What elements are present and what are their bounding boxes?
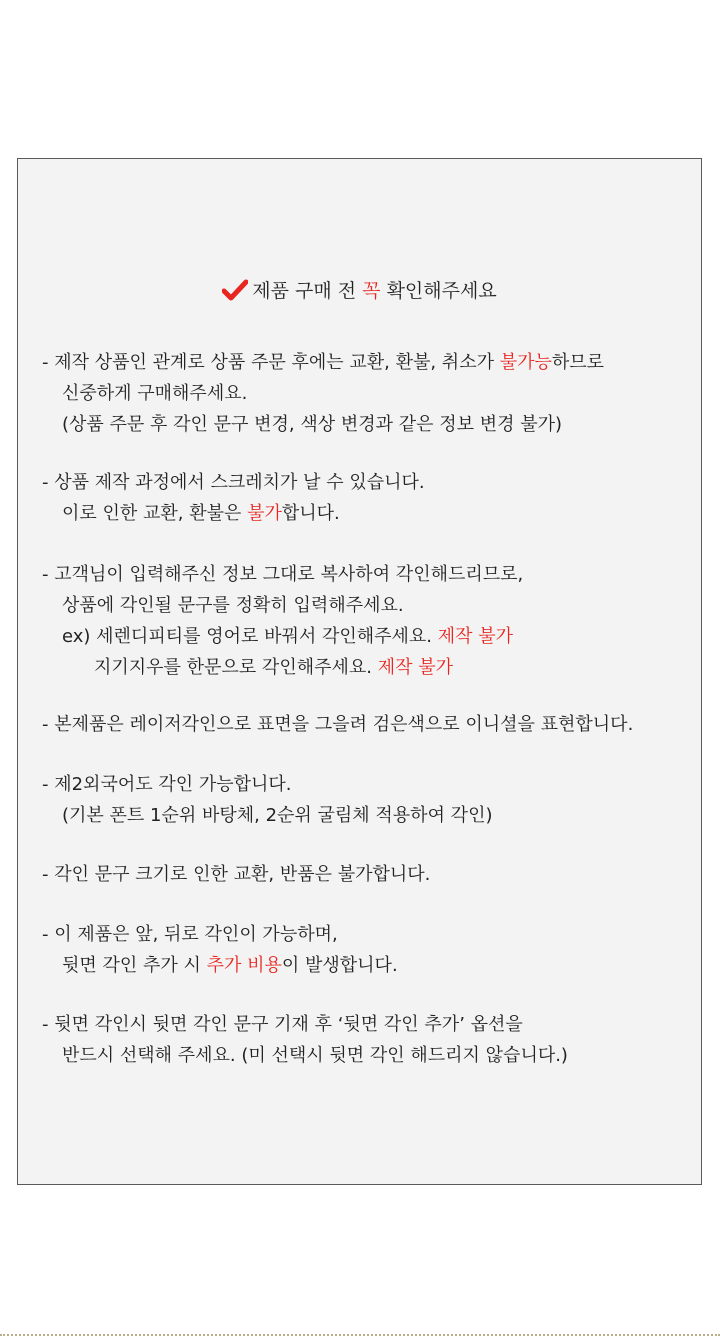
notice-item-back-engraving: [42, 919, 692, 981]
notice-item-scratch: [42, 467, 692, 529]
title-text-end: 확인해주세요: [380, 280, 497, 302]
notice-item-size: [42, 859, 692, 890]
notice-line: 반드시 선택해 주세요. (미 선택시 뒷면 각인 해드리지 않습니다.): [62, 1045, 568, 1066]
notice-item-copy-exact: [42, 559, 692, 683]
warning-text: 불가능: [499, 352, 552, 373]
notice-item-laser: [42, 709, 692, 740]
notice-line: - 뒷면 각인시 뒷면 각인 문구 기재 후 ‘뒷면 각인 추가’ 옵션을: [42, 1014, 523, 1035]
notice-line: 이로 인한 교환, 환불은 불가합니다.: [62, 503, 340, 524]
notice-line: - 각인 문구 크기로 인한 교환, 반품은 불가합니다.: [42, 864, 431, 885]
notice-line: 뒷면 각인 추가 시 추가 비용이 발생합니다.: [62, 955, 398, 976]
notice-line: - 제2외국어도 각인 가능합니다.: [42, 774, 292, 795]
warning-text: 제작 불가: [437, 626, 514, 647]
notice-item-back-option: [42, 1009, 692, 1071]
notice-line: (상품 주문 후 각인 문구 변경, 색상 변경과 같은 정보 변경 불가): [62, 414, 563, 435]
title-emphasis: 꼭: [362, 280, 381, 302]
notice-line: - 상품 제작 과정에서 스크레치가 날 수 있습니다.: [42, 472, 425, 493]
notice-item-languages: [42, 769, 692, 831]
notice-line: 지기지우를 한문으로 각인해주세요. 제작 불가: [94, 657, 453, 678]
checkmark-icon: [222, 279, 248, 301]
notice-line: - 고객님이 입력해주신 정보 그대로 복사하여 각인해드리므로,: [42, 564, 524, 585]
notice-line: ex) 세렌디피티를 영어로 바꿔서 각인해주세요. 제작 불가: [62, 626, 514, 647]
warning-text: 추가 비용: [206, 955, 282, 976]
notice-line: 상품에 각인될 문구를 정확히 입력해주세요.: [62, 595, 404, 616]
notice-item-no-refund: [42, 347, 692, 440]
notice-line: - 제작 상품인 관계로 상품 주문 후에는 교환, 환불, 취소가 불가능하므로: [42, 352, 605, 373]
bottom-divider: [0, 1334, 720, 1336]
notice-title: [18, 277, 701, 305]
notice-line: - 이 제품은 앞, 뒤로 각인이 가능하며,: [42, 924, 338, 945]
warning-text: 제작 불가: [377, 657, 453, 678]
notice-line: 신중하게 구매해주세요.: [62, 383, 248, 404]
warning-text: 불가: [247, 503, 282, 524]
title-text: 제품 구매 전: [252, 280, 363, 302]
notice-line: - 본제품은 레이저각인으로 표면을 그을려 검은색으로 이니셜을 표현합니다.: [42, 714, 634, 735]
notice-line: (기본 폰트 1순위 바탕체, 2순위 굴림체 적용하여 각인): [62, 805, 493, 826]
notice-panel: [17, 158, 702, 1185]
